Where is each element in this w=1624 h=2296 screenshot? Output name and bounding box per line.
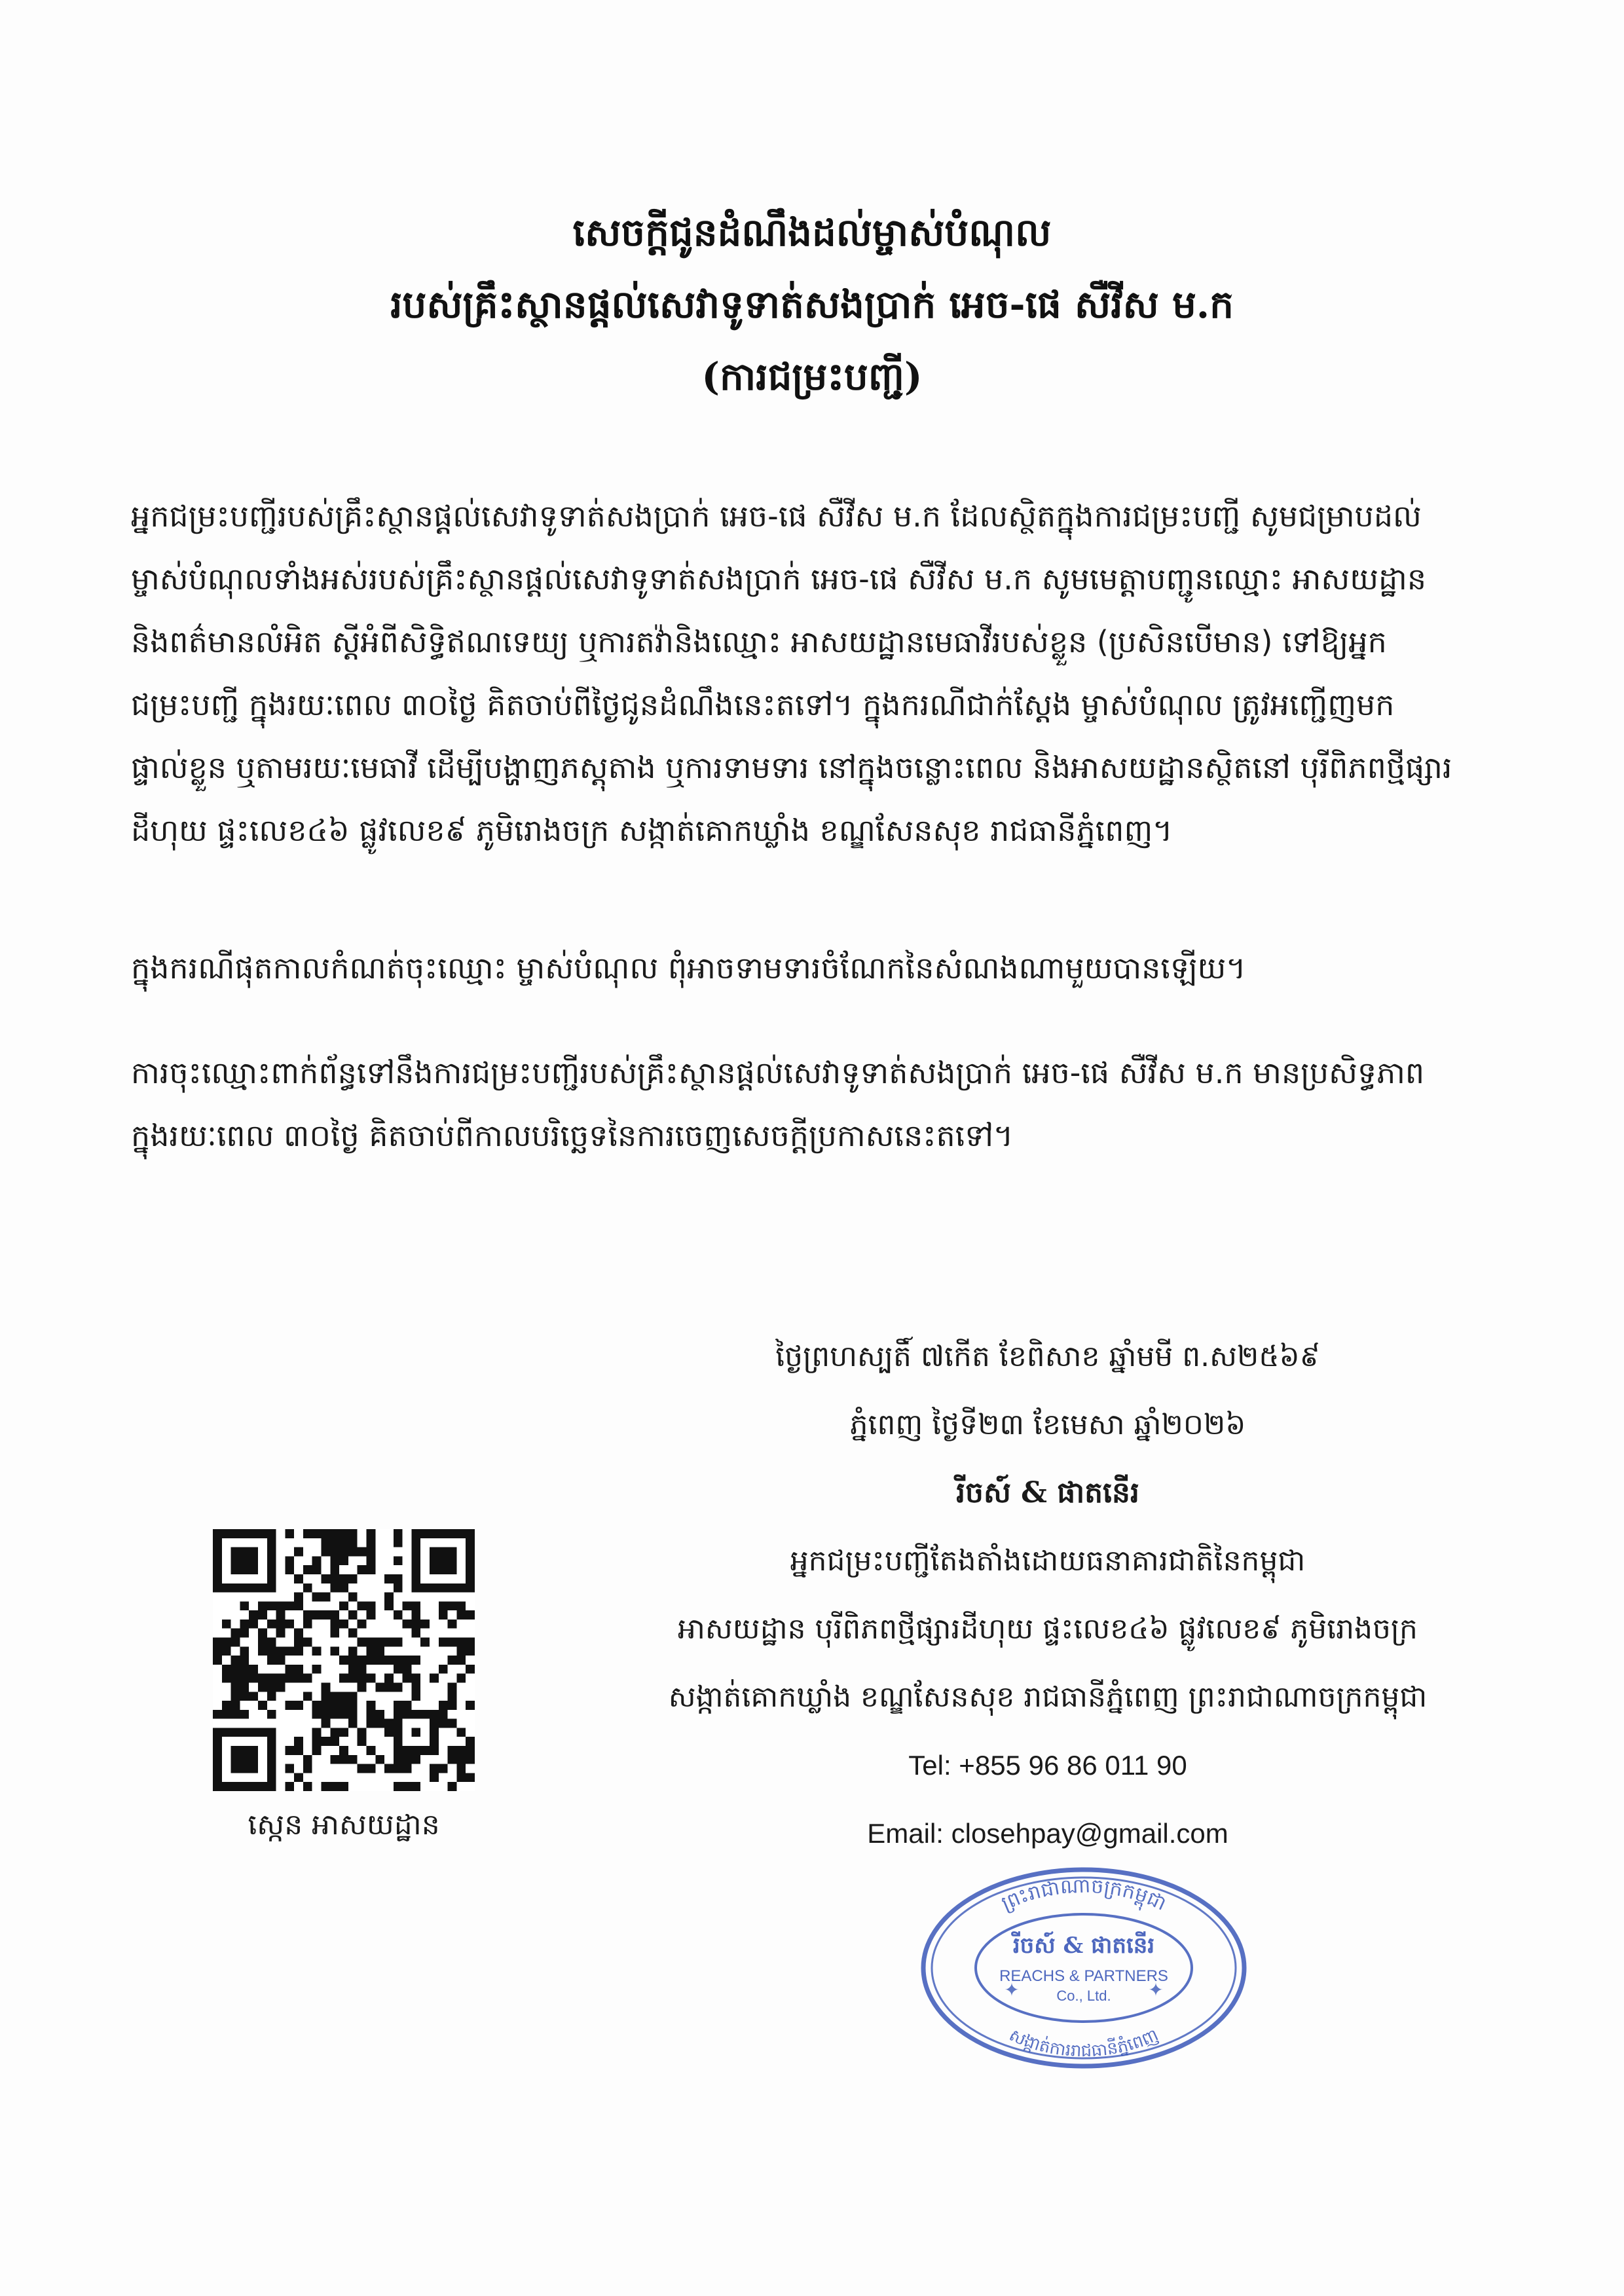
address-line-2: សង្កាត់គោកឃ្លាំង ខណ្ឌសែនសុខ រាជធានីភ្នំពេញ ព្រះរាជាណាចក្រកម្ពុជា <box>668 1680 1428 1714</box>
title-line-1: សេចក្តីជូនដំណឹងដល់ម្ចាស់បំណុល <box>572 210 1052 255</box>
telephone: Tel: +855 96 86 011 90 <box>908 1750 1187 1781</box>
paragraph-deadline <box>131 936 1493 999</box>
paragraph-line: ក្នុងករណីផុតកាលកំណត់ចុះឈ្មោះ ម្ចាស់បំណុល ពុំអាចទាមទារចំណែកនៃសំណងណាមួយបានឡើយ។ <box>131 950 1246 986</box>
paragraph-line: ម្ចាស់បំណុលទាំងអស់របស់គ្រឹះស្ថានផ្តល់សេវាទូទាត់សងប្រាក់ អេច-ផេ សឺវីស ម.ក សូមមេត្តាបញ្ជូនឈ្មោះ អាសយដ្ឋាន <box>131 561 1427 597</box>
svg-text:Co., Ltd.: Co., Ltd. <box>1056 1988 1111 2004</box>
signature-block <box>589 1323 1506 1868</box>
seal-icon <box>913 1860 1254 2076</box>
firm-name: រីចស៍ & ផាតនើរ <box>956 1476 1139 1509</box>
solar-date: ភ្នំពេញ ថ្ងៃទី២៣ ខែមេសា ឆ្នាំ២០២៦ <box>849 1408 1246 1441</box>
svg-text:✦: ✦ <box>1148 1979 1164 2001</box>
paragraph-effective-period <box>131 1041 1493 1167</box>
address-qr-code[interactable] <box>213 1529 475 1791</box>
liquidator-role: អ្នកជម្រះបញ្ជីតែងតាំងដោយធនាគារជាតិនៃកម្ពុជា <box>790 1544 1306 1578</box>
title-line-2: របស់គ្រឹះស្ថានផ្តល់សេវាទូទាត់សងប្រាក់ អេច-ផេ សឺវីស ម.ក <box>390 282 1234 327</box>
svg-text:រីចស៍ & ផាតនើរ: រីចស៍ & ផាតនើរ <box>1012 1933 1155 1959</box>
svg-text:✦: ✦ <box>1004 1979 1020 2001</box>
paragraph-line: ផ្ទាល់ខ្លួន ឬតាមរយៈមេធាវី ដើម្បីបង្ហាញភស្តុតាង ឬការទាមទារ នៅក្នុងចន្លោះពេល និងអាសយដ្ឋានស្ថិតនៅ បុរីពិភពថ្មីផ្សារ <box>131 750 1452 785</box>
paragraph-line: និងពត៌មានលំអិត ស្តីអំពីសិទ្ធិឥណទេយ្យ ឬការតវ៉ានិងឈ្មោះ អាសយដ្ឋានមេធាវីរបស់ខ្លួន (ប្រសិនបើមាន) ទៅឱ្យអ្នក <box>131 624 1387 659</box>
paragraph-creditor-notice <box>131 485 1493 862</box>
title-line-3: (ការជម្រះបញ្ជី) <box>701 354 923 399</box>
qr-caption: ស្កេន អាសយដ្ឋាន <box>248 1808 440 1842</box>
svg-text:REACHS & PARTNERS: REACHS & PARTNERS <box>999 1967 1168 1985</box>
lunar-date: ថ្ងៃព្រហស្បតិ៍ ៧កើត ខែពិសាខ ឆ្នាំមមី ព.ស២៥៦៩ <box>775 1340 1320 1373</box>
paragraph-line: ជម្រះបញ្ជី ក្នុងរយៈពេល ៣០ថ្ងៃ គិតចាប់ពីថ្ងៃជូនដំណឹងនេះតទៅ។ ក្នុងករណីជាក់ស្តែង ម្ចាស់បំណុល ត្រូវអញ្ជើញមក <box>131 687 1395 722</box>
paragraph-line: ដីហុយ ផ្ទះលេខ៤៦ ផ្លូវលេខ៩ ភូមិរោងចក្រ សង្កាត់គោកឃ្លាំង ខណ្ឌសែនសុខ រាជធានីភ្នំពេញ។ <box>131 813 1173 848</box>
svg-text:ព្រះរាជាណាចក្រកម្ពុជា: ព្រះរាជាណាចក្រកម្ពុជា <box>998 1874 1170 1916</box>
address-line-1: អាសយដ្ឋាន បុរីពិភពថ្មីផ្សារដីហុយ ផ្ទះលេខ៤៦ ផ្លូវលេខ៩ ភូមិរោងចក្រ <box>678 1612 1418 1646</box>
paragraph-line: ការចុះឈ្មោះពាក់ព័ន្ធទៅនឹងការជម្រះបញ្ជីរបស់គ្រឹះស្ថានផ្តល់សេវាទូទាត់សងប្រាក់ អេច-ផេ សឺវីស ម.ក មានប្រសិទ្ធភាព <box>131 1055 1425 1090</box>
notice-title <box>0 196 1624 413</box>
email-address: Email: closehpay@gmail.com <box>867 1818 1228 1849</box>
qr-code-icon <box>213 1529 475 1791</box>
paragraph-line: ក្នុងរយៈពេល ៣០ថ្ងៃ គិតចាប់ពីកាលបរិច្ឆេទនៃការចេញសេចក្តីប្រកាសនេះតទៅ។ <box>131 1118 1014 1153</box>
paragraph-line: អ្នកជម្រះបញ្ជីរបស់គ្រឹះស្ថានផ្តល់សេវាទូទាត់សងប្រាក់ អេច-ផេ សឺវីស ម.ក ដែលស្ថិតក្នុងការជម្រះបញ្ជី សូមជម្រាបដល់ <box>131 498 1422 534</box>
svg-text:សង្កាត់ការរាជធានីភ្នំពេញ: សង្កាត់ការរាជធានីភ្នំពេញ <box>1006 2025 1162 2062</box>
company-seal-stamp <box>913 1860 1254 2076</box>
